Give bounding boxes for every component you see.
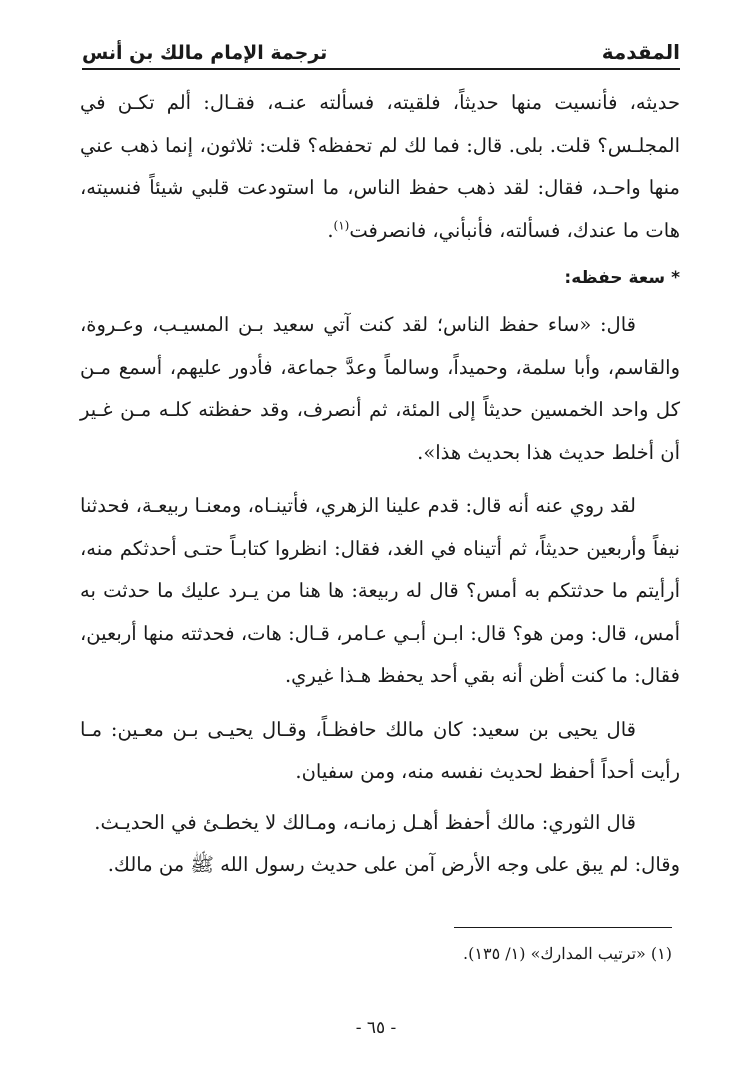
paragraph-memory-quote: قال: «ساء حفظ الناس؛ لقد كنت آتي سعيد بـن المسيـب، وعـروة، والقاسم، وأبا سلمة، وحميداً، وسالماً وعدَّ جماعة، فأدور عليهم، أسمع مـن كل واحد الخمسين حديثاً إلى المئة، ثم أنصرف، وقد حفظته كلـه مـن غـير أن أخلط حديث هذا بحديث هذا».	[80, 313, 680, 464]
paragraph-thawri-quote: قال الثوري: مالك أحفظ أهـل زمانـه، ومـالك لا يخطـئ في الحديـث.	[94, 810, 636, 834]
main-text	[80, 82, 680, 887]
paragraph-continuation	[80, 82, 680, 252]
paragraph-text: حديثه، فأنسيت منها حديثاً، فلقيته، فسألته عنـه، فقـال: ألم تكـن في المجلـس؟ قلت. بلى. قال: فما لك لم تحفظه؟ قلت: ثلاثون، إنما ذهب عني منها واحـد، فقال: لقد ذهب حفظ الناس، ما استودعت قلبي شيئاً فنسيته، هات ما عندك، فسألته، فأنبأني، فانصرفت	[80, 91, 680, 242]
paragraph-zuhri-story: لقد روي عنه أنه قال: قدم علينا الزهري، فأتينـاه، ومعنـا ربيعـة، فحدثنا نيفاً وأربعين حديثاً، ثم أتيناه في الغد، فقال: انظروا كتابـاً حتـى أحدثكم منه، أرأيتم ما حدثتكم به أمس؟ قال له ربيعة: ها هنا من يـرد عليك ما حدثت به أمس، قال: ومن هو؟ قال: ابـن أبـي عـامر، قـال: هات، فحدثته منها أربعين، فقال: ما كنت أظن أنه بقي أحد يحفظ هـذا غيري.	[80, 494, 680, 687]
paragraph-yahya-quote: قال يحيى بن سعيد: كان مالك حافظـاً، وقـال يحيـى بـن معـين: مـا رأيت أحداً أحفظ لحديث نفسه منه، ومن سفيان.	[80, 717, 680, 783]
footnote-divider	[454, 927, 672, 928]
footnote-reference[interactable]: (١)	[333, 218, 350, 232]
asterisk-icon: *	[671, 268, 680, 288]
section-heading	[80, 258, 680, 298]
section-title: المقدمة	[601, 40, 680, 64]
paragraph-closing: وقال: لم يبق على وجه الأرض آمن على حديث رسول الله ﷺ من مالك.	[107, 853, 680, 876]
paragraph-end-mark: .	[327, 218, 334, 242]
footnote: (١) «ترتيب المدارك» (١/ ١٣٥).	[463, 944, 672, 963]
running-header	[82, 34, 680, 70]
section-heading-text: سعة حفظه:	[564, 268, 666, 288]
book-title: ترجمة الإمام مالك بن أنس	[82, 42, 328, 64]
page-number: - ٦٥ -	[355, 1018, 397, 1038]
